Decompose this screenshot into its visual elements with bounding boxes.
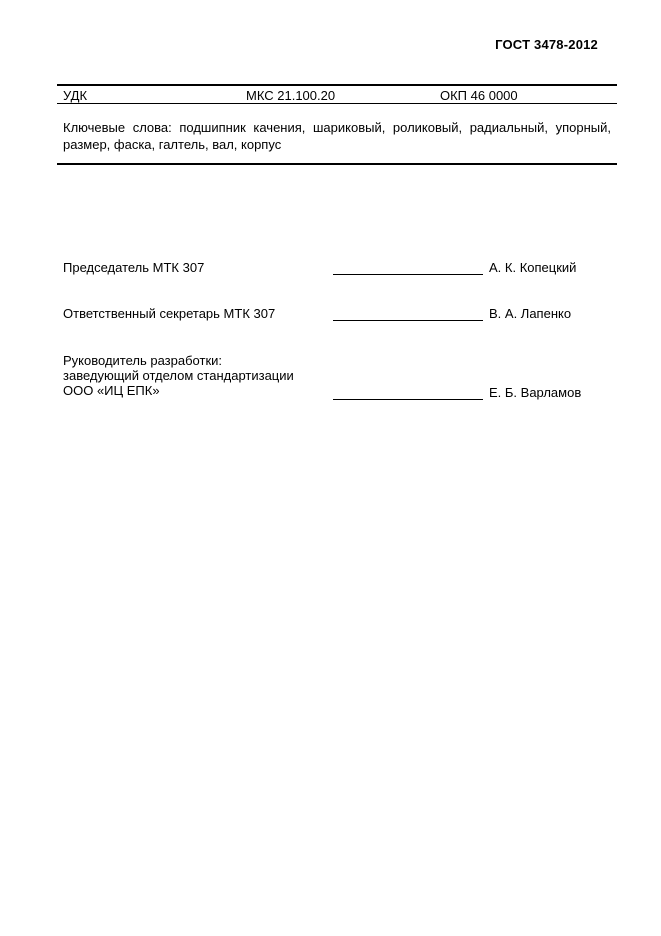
signature-name-chairman: А. К. Копецкий <box>489 260 577 275</box>
signature-role-line: ООО «ИЦ ЕПК» <box>63 383 160 398</box>
signature-name-developer: Е. Б. Варламов <box>489 385 582 400</box>
mks-code: МКС 21.100.20 <box>246 88 336 103</box>
signature-line-developer <box>333 399 483 400</box>
page-header-code: ГОСТ 3478-2012 <box>495 37 598 52</box>
keywords-paragraph: Ключевые слова: подшипник качения, шариковый, роликовый, радиальный, упорный, размер, фаска, галтель, вал, корпус <box>63 120 611 152</box>
udk-label: УДК <box>63 88 88 103</box>
signature-role-secretary: Ответственный секретарь МТК 307 <box>63 306 276 321</box>
signature-role-line: Руководитель разработки: <box>63 353 223 368</box>
signature-role-line: заведующий отделом стандартизации <box>63 368 294 383</box>
signature-line-secretary <box>333 320 483 321</box>
top-rule <box>57 84 617 86</box>
signature-role-developer <box>63 353 294 398</box>
okp-code: ОКП 46 0000 <box>440 88 518 103</box>
bottom-rule <box>57 163 617 165</box>
signature-name-secretary: В. А. Лапенко <box>489 306 572 321</box>
classification-rule <box>57 103 617 104</box>
signature-line-chairman <box>333 274 483 275</box>
signature-role-chairman: Председатель МТК 307 <box>63 260 205 275</box>
